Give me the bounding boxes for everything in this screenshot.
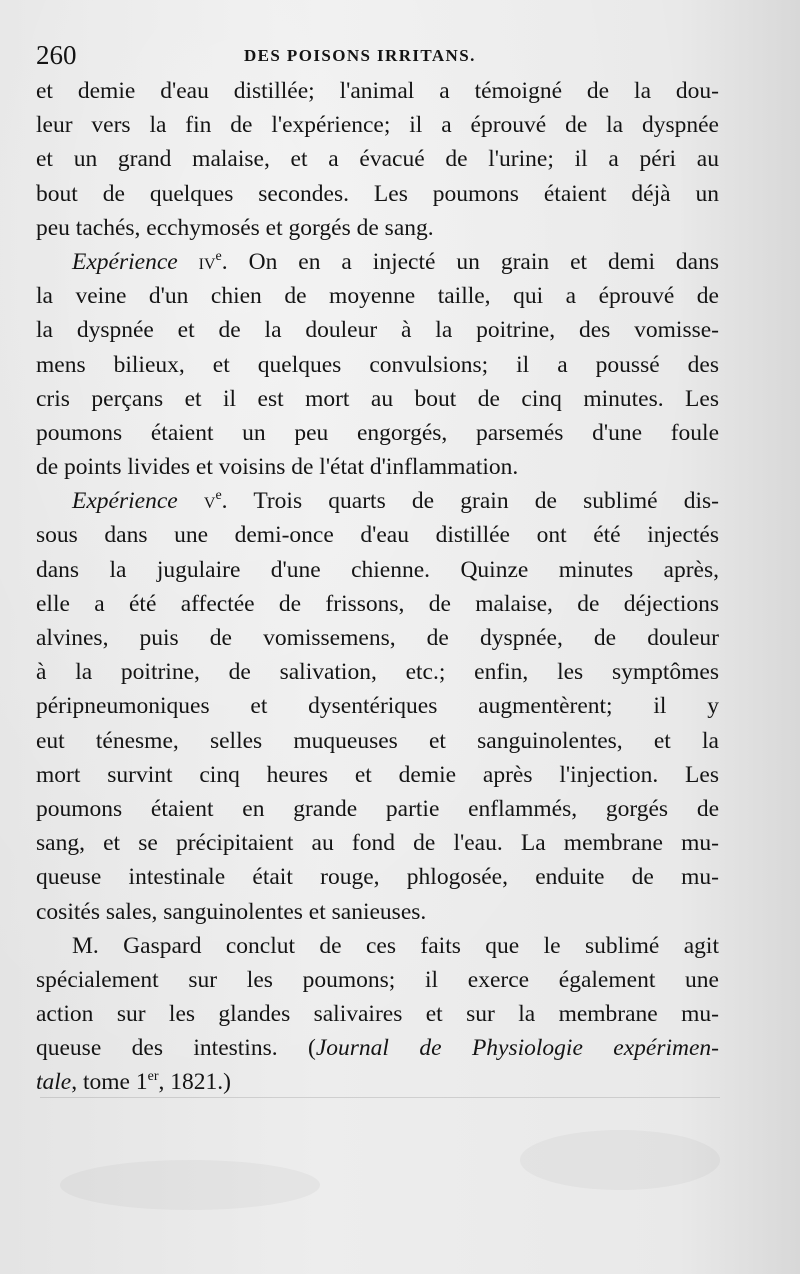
line-text: action sur les glandes salivaires et sur la membrane mu- [36, 1001, 719, 1028]
line-text: cosités sales, sanguinolentes et sanieuses. [36, 898, 427, 925]
line-text: . Trois quarts de grain de sublimé dis- [221, 488, 719, 515]
experiment-label: Expérience [72, 248, 178, 275]
text-line [36, 1031, 719, 1065]
text-line [36, 553, 719, 587]
text-line [36, 416, 719, 450]
text-line [36, 74, 719, 108]
line-text: , tome 1 [71, 1069, 148, 1096]
text-line [36, 484, 719, 518]
text-line [36, 621, 719, 655]
line-text: poumons étaient un peu engorgés, parsemés d'une foule [36, 419, 719, 446]
text-line [36, 1065, 719, 1099]
line-text: la veine d'un chien de moyenne taille, qui a éprouvé de [36, 283, 719, 310]
text-line [36, 518, 719, 552]
text-line [36, 348, 719, 382]
line-text: leur vers la fin de l'expérience; il a éprouvé de la dyspnée [36, 112, 719, 139]
text-line [36, 724, 719, 758]
text-line [36, 245, 719, 279]
text-line [36, 895, 719, 929]
line-text: . On en a injecté un grain et demi dans [221, 248, 719, 275]
line-text: queuse des intestins. ( [36, 1035, 316, 1062]
text-line [36, 382, 719, 416]
text-line [36, 655, 719, 689]
text-line [36, 929, 719, 963]
experiment-numeral: iv [198, 248, 216, 275]
ordinal-superscript: e [215, 248, 222, 264]
text-line [36, 211, 719, 245]
text-line [36, 826, 719, 860]
text-line [36, 279, 719, 313]
line-text: peu tachés, ecchymosés et gorgés de sang. [36, 214, 434, 241]
line-text: péripneumoniques et dysentériques augmentèrent; il y [36, 693, 719, 720]
line-text: poumons étaient en grande partie enflammés, gorgés de [36, 795, 719, 822]
line-text: et un grand malaise, et a évacué de l'urine; il a péri au [36, 146, 719, 173]
line-text: dans la jugulaire d'une chienne. Quinze minutes après, [36, 556, 719, 583]
line-text: sous dans une demi-once d'eau distillée ont été injectés [36, 522, 719, 549]
line-text: sang, et se précipitaient au fond de l'eau. La membrane mu- [36, 830, 719, 857]
page-number: 260 [36, 40, 77, 70]
text-line [36, 860, 719, 894]
text-line [36, 177, 719, 211]
line-text: cris perçans et il est mort au bout de cinq minutes. Les [36, 385, 719, 412]
experiment-numeral: v [203, 488, 216, 515]
body-text [36, 74, 719, 1100]
faint-footnote-rule [40, 1097, 720, 1098]
paper-stain [520, 1130, 720, 1190]
page-header [36, 38, 736, 72]
line-text: elle a été affectée de frissons, de malaise, de déjections [36, 590, 719, 617]
text-line [36, 758, 719, 792]
text-line [36, 587, 719, 621]
line-text: bout de quelques secondes. Les poumons étaient déjà un [36, 180, 719, 207]
line-text: de points livides et voisins de l'état d'inflammation. [36, 454, 519, 481]
text-line [36, 997, 719, 1031]
line-text: à la poitrine, de salivation, etc.; enfin, les symptômes [36, 659, 719, 686]
experiment-label: Expérience [72, 488, 178, 515]
line-text: mort survint cinq heures et demie après l'injection. Les [36, 761, 719, 788]
line-text: la dyspnée et de la douleur à la poitrine, des vomisse- [36, 317, 719, 344]
line-text: alvines, puis de vomissemens, de dyspnée, de douleur [36, 625, 719, 651]
line-text: queuse intestinale était rouge, phlogosée, enduite de mu- [36, 864, 719, 891]
paper-stain [60, 1160, 320, 1210]
ordinal-superscript: er [147, 1069, 159, 1085]
line-text: M. Gaspard conclut de ces faits que le sublimé agit [72, 932, 719, 959]
text-line [36, 792, 719, 826]
line-text: spécialement sur les poumons; il exerce également une [36, 966, 719, 993]
journal-title: Journal de Physiologie expérimen- [315, 1035, 719, 1062]
text-line [36, 313, 719, 347]
text-line [36, 450, 719, 484]
running-title: DES POISONS IRRITANS. [244, 46, 476, 65]
text-line [36, 108, 719, 142]
ordinal-superscript: e [215, 488, 222, 504]
line-text: eut ténesme, selles muqueuses et sanguinolentes, et la [36, 727, 719, 754]
text-line [36, 963, 719, 997]
line-text: et demie d'eau distillée; l'animal a témoigné de la dou- [36, 78, 719, 104]
journal-title: tale [36, 1069, 72, 1096]
text-line [36, 689, 719, 723]
text-line [36, 142, 719, 176]
line-text: , 1821.) [158, 1069, 231, 1096]
line-text: mens bilieux, et quelques convulsions; il a poussé des [36, 351, 719, 378]
